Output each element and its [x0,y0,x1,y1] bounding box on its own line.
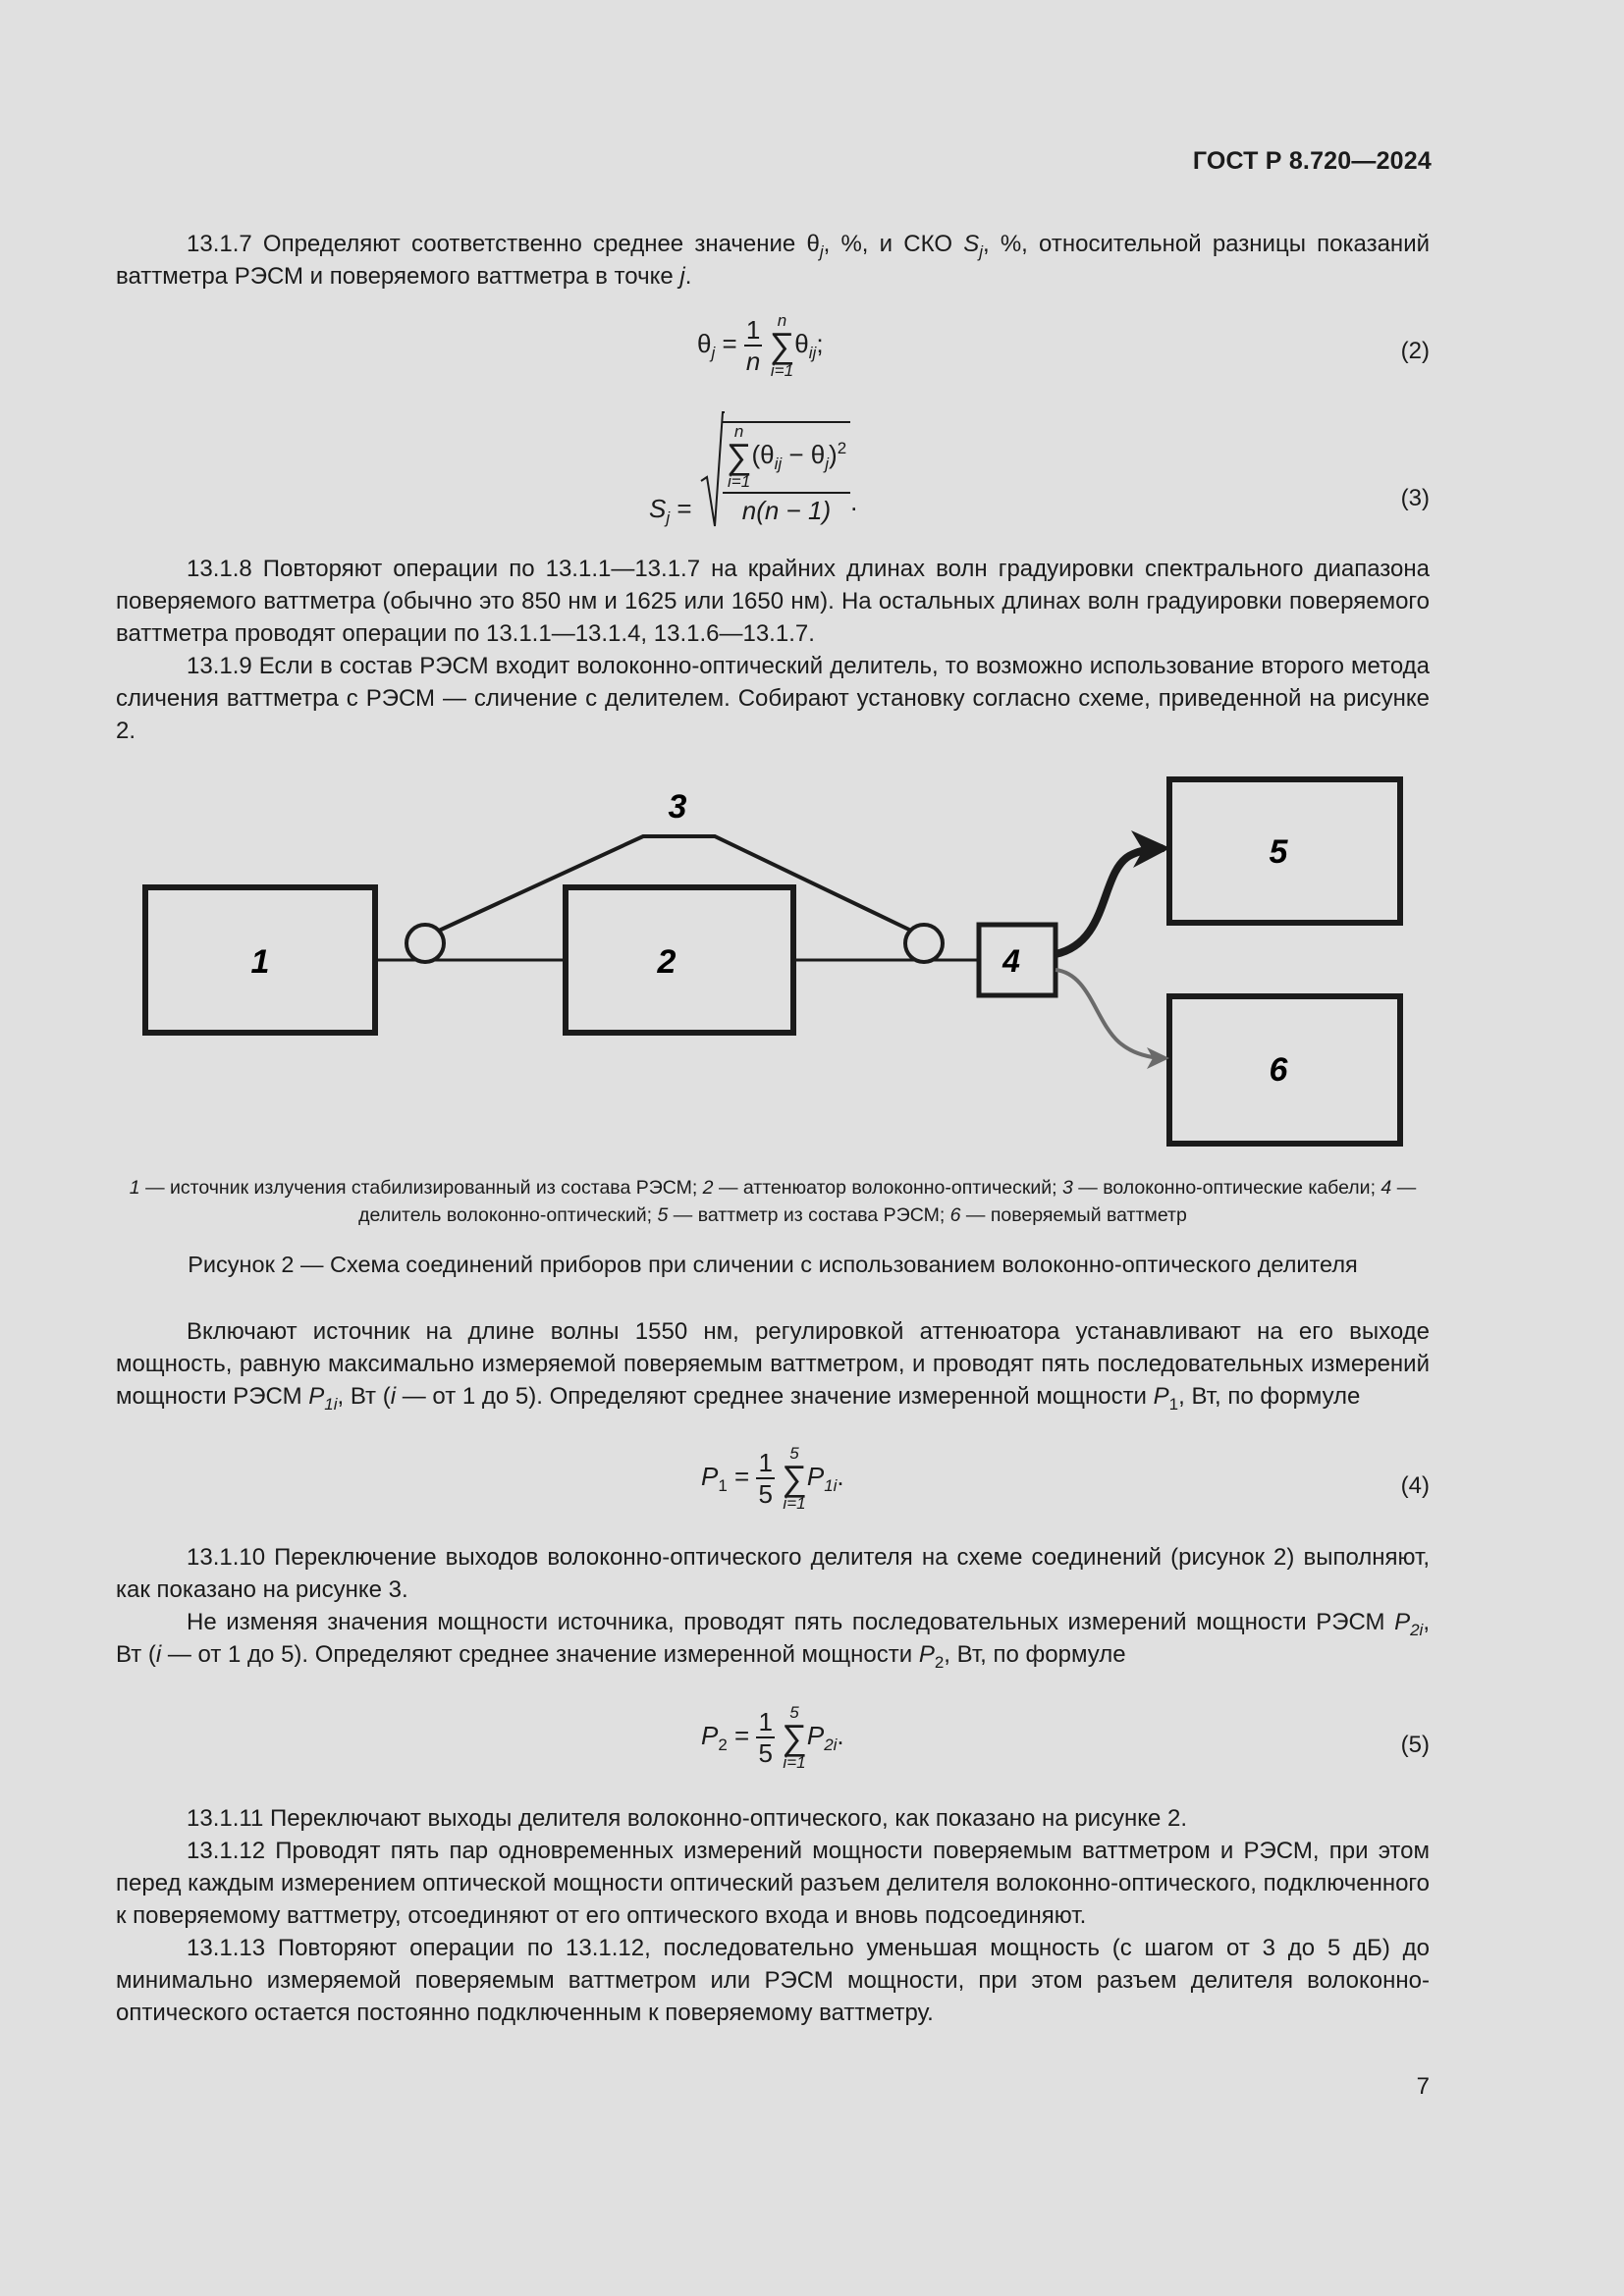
radical-sign-icon [699,410,725,538]
label-4: 4 [1002,943,1020,979]
label-6: 6 [1269,1051,1288,1089]
label-5: 5 [1269,833,1288,871]
paragraph-13-1-8: 13.1.8 Повторяют операции по 13.1.1—13.1.7 на крайних длинах волн градуировки спектрального диапазона поверяемого ваттметра (обычно это 850 нм и 1625 или 1650 нм). На остальных длинах волн градуировки поверяемого ваттметра проводят операции по 13.1.1—13.1.4, 13.1.6—13.1.7. 13.1.9 Если в состав РЭСМ входит волоконно-оптический делитель, то возможно использование второго метода сличения ваттметра с РЭСМ — сличение с делителем. Собирают установку согласно схеме, приведенной на рисунке 2. [116,553,1430,747]
paragraph-13-1-12: 13.1.12 Проводят пять пар одновременных измерений мощности поверяемым ваттметром и РЭСМ, при этом перед каждым измерением оптической мощности оптический разъем делителя волоконно-оптического, подключенного к поверяемому ваттметру, отсоединяют от его оптического входа и вновь подсоединяют. [116,1838,1430,1929]
label-3: 3 [668,788,687,826]
label-1: 1 [250,943,270,981]
paragraph-source-setup: Включают источник на длине волны 1550 нм, регулировкой аттенюатора устанавливают на его выходе мощность, равную максимально измеряемой поверяемым ваттметром, и проводят пять последовательных измерений мощности РЭСМ $P_{1i}$, Вт (i — от 1 до 5). Определяют среднее значение измеренной мощности $P_1$, Вт, по формуле [116,1318,1430,1414]
standard-header: ГОСТ Р 8.720—2024 [1192,147,1432,175]
connector-left [406,925,444,962]
formula-5: $P_2$ = $\frac{1}{5}$ 5 ∑ i=1 $P_{2i}$. (5) [701,1703,1430,1772]
page-number: 7 [1416,2073,1430,2100]
formula-number: (4) [1400,1472,1430,1499]
formula-3: $S_j$ = n ∑ i=1 $(\theta_{ij} - \theta_j)^2$ n(n − 1) . (3) [116,410,1430,538]
paragraph-13-1-10: 13.1.10 Переключение выходов волоконно-оптического делителя на схеме соединений (рисунок 2) выполняют, как показано на рисунке 3. Не изменяя значения мощности источника, проводят пять последовательных измерений мощности РЭСМ $P_{2i}$, Вт (i — от 1 до 5). Определяют среднее значение измеренной мощности $P_2$, Вт, по формуле [116,1544,1430,1672]
paragraph-13-1-9: 13.1.9 Если в состав РЭСМ входит волоконно-оптический делитель, то возможно использование второго метода сличения ваттметра с РЭСМ — сличение с делителем. Собирают установку согласно схеме, приведенной на рисунке 2. [116,653,1430,744]
paragraph-13-1-11: 13.1.11 Переключают выходы делителя волоконно-оптического, как показано на рисунке 2. 13.1.12 Проводят пять пар одновременных измерений мощности поверяемым ваттметром и РЭСМ, при этом перед каждым измерением оптической мощности оптический разъем делителя волоконно-оптического, подключенного к поверяемому ваттметру, отсоединяют от его оптического входа и вновь подсоединяют. 13.1.13 Повторяют операции по 13.1.12, последовательно уменьшая мощность (с шагом от 3 до 5 дБ) до минимально измеряемой поверяемым ваттметром или РЭСМ мощности, при этом разъем делителя волоконно-оптического остается постоянно подключенным к поверяемому ваттметру. [116,1802,1430,2029]
figure-legend: 1 — источник излучения стабилизированный из состава РЭСМ; 2 — аттенюатор волоконно-оптический; 3 — волоконно-оптические кабели; 4 — делитель волоконно-оптический; 5 — ваттметр из состава РЭСМ; 6 — поверяемый ваттметр [129,1177,1417,1226]
formula-number: (2) [1400,338,1430,364]
label-2: 2 [657,943,677,981]
connection-diagram [0,766,1624,1168]
formula-number: (5) [1400,1732,1430,1758]
box-2 [566,887,793,1033]
formula-number: (3) [1400,485,1430,511]
cable-3 [439,836,911,931]
output-to-6 [1056,970,1159,1058]
figure-caption: Рисунок 2 — Схема соединений приборов при сличении с использованием волоконно-оптического делителя [188,1252,1358,1277]
formula-4: $P_1$ = $\frac{1}{5}$ 5 ∑ i=1 $P_{1i}$. (4) [701,1444,1430,1513]
paragraph-13-1-7: 13.1.7 Определяют соответственно среднее значение $\theta_j$, %, и СКО $S_j$, %, относительной разницы показаний ваттметра РЭСМ и поверяемого ваттметра в точке j. [116,231,1431,290]
paragraph-13-1-13: 13.1.13 Повторяют операции по 13.1.12, последовательно уменьшая мощность (с шагом от 3 до 5 дБ) до минимально измеряемой поверяемым ваттметром или РЭСМ мощности, при этом разъем делителя волоконно-оптического остается постоянно подключенным к поверяемому ваттметру. [116,1935,1430,2026]
output-to-5 [1056,848,1164,954]
formula-2: $\theta_j$ = $\frac{1}{n}$ n ∑ i=1 $\theta_{ij}$; (2) [697,311,1430,380]
